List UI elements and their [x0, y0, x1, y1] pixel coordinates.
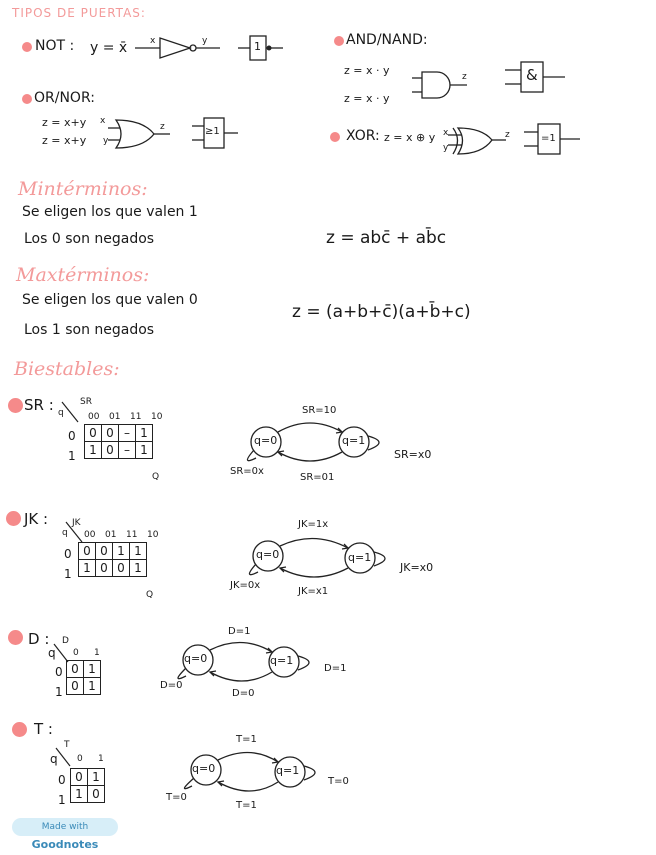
kmap-row-header: 0	[58, 773, 66, 787]
d-loop-0: D=0	[160, 680, 183, 691]
not-ieee-symbol	[238, 34, 288, 64]
and-formula-1: z = x · y	[344, 64, 390, 77]
d-kmap-row-headers	[55, 662, 63, 702]
d-transition-10: D=0	[232, 688, 255, 699]
kmap-col-header: 11	[130, 412, 142, 422]
or-output-label: z	[160, 122, 165, 132]
sr-kmap-row-headers	[68, 426, 76, 466]
not-label: NOT :	[35, 38, 75, 54]
and-ieee-text: &	[526, 66, 538, 84]
d-label: D :	[28, 630, 50, 648]
or-formula-1: z = x+y	[42, 116, 87, 129]
t-kmap	[70, 768, 105, 803]
sr-kmap	[84, 424, 153, 459]
t-kmap-column-headers	[77, 754, 119, 764]
bullet-dot	[330, 132, 340, 142]
jk-label: JK :	[24, 510, 49, 528]
jk-kmap	[78, 542, 147, 577]
not-output-label: y	[202, 36, 208, 46]
and-formula-2: z = x · y	[344, 92, 390, 105]
d-loop-1: D=1	[324, 663, 347, 674]
kmap-cell: 0	[67, 661, 84, 678]
xor-input-y: y	[443, 143, 449, 153]
kmap-cell: 1	[113, 543, 130, 560]
t-state-0: q=0	[192, 762, 216, 775]
d-kmap	[66, 660, 101, 695]
kmap-cell: 0	[96, 543, 113, 560]
kmap-cell: 0	[113, 560, 130, 577]
kmap-cell: 1	[88, 769, 105, 786]
kmap-col-header: 00	[84, 530, 96, 540]
t-kmap-row-headers	[58, 770, 66, 810]
minterms-line-1: Se eligen los que valen 1	[22, 204, 198, 220]
table-row	[85, 442, 153, 459]
goodnotes-badge[interactable]	[12, 818, 118, 851]
xor-label: XOR:	[346, 128, 380, 144]
jk-state-1: q=1	[348, 551, 372, 564]
d-kmap-corner-left: q	[48, 646, 56, 660]
kmap-cell: 0	[67, 678, 84, 695]
jk-transition-01: JK=1x	[298, 519, 329, 530]
d-kmap-corner-top: D	[62, 636, 69, 646]
kmap-cell: 0	[96, 560, 113, 577]
t-loop-0: T=0	[166, 792, 187, 803]
kmap-col-header: 01	[105, 530, 117, 540]
and-output-label: z	[462, 72, 467, 82]
kmap-cell: –	[119, 442, 136, 459]
t-transition-01: T=1	[236, 734, 257, 745]
kmap-col-header: 10	[151, 412, 163, 422]
d-transition-01: D=1	[228, 626, 251, 637]
xor-ieee-text: =1	[541, 133, 556, 144]
kmap-cell: 0	[79, 543, 96, 560]
bullet-dot	[8, 630, 23, 645]
and-label: AND/NAND:	[346, 32, 428, 48]
table-row	[79, 543, 147, 560]
jk-kmap-corner-left: q	[62, 528, 68, 538]
kmap-cell: 1	[136, 425, 153, 442]
maxterms-line-1: Se eligen los que valen 0	[22, 292, 198, 308]
kmap-col-header: 01	[109, 412, 121, 422]
t-label: T :	[34, 720, 53, 738]
t-loop-1: T=0	[328, 776, 349, 787]
maxterms-line-2: Los 1 son negados	[24, 322, 155, 338]
kmap-col-header: 1	[98, 754, 104, 764]
sr-loop-0: SR=0x	[230, 466, 264, 477]
kmap-row-header: 1	[68, 449, 76, 463]
flipflops-title: Biestables:	[14, 358, 120, 380]
kmap-col-header: 10	[147, 530, 159, 540]
kmap-col-header: 1	[94, 648, 100, 658]
or-input-y: y	[103, 136, 109, 146]
kmap-col-header: 0	[73, 648, 79, 658]
minterms-line-2: Los 0 son negados	[24, 231, 155, 247]
made-with-text: Made with	[41, 822, 89, 832]
or-label: OR/NOR:	[34, 90, 95, 106]
table-row	[79, 560, 147, 577]
goodnotes-brand: Goodnotes	[31, 838, 99, 851]
page-title: TIPOS DE PUERTAS:	[12, 6, 146, 20]
kmap-cell: 0	[102, 442, 119, 459]
or-input-x: x	[100, 116, 106, 126]
kmap-cell: 1	[84, 661, 101, 678]
or-formula-2: z = x+y	[42, 134, 87, 147]
t-transition-10: T=1	[236, 800, 257, 811]
sr-kmap-q-label: Q	[152, 472, 160, 482]
minterms-title: Mintérminos:	[18, 178, 148, 200]
maxterms-title: Maxtérminos:	[16, 264, 150, 286]
jk-loop-1: JK=x0	[400, 561, 434, 574]
maxterms-expression: z = (a+b+c̄)(a+b̄+c)	[292, 302, 471, 322]
kmap-cell: 1	[130, 560, 147, 577]
sr-loop-1: SR=x0	[394, 448, 432, 461]
sr-label: SR :	[24, 396, 54, 414]
t-kmap-corner-left: q	[50, 752, 58, 766]
not-ieee-text: 1	[254, 40, 261, 53]
kmap-cell: 0	[71, 769, 88, 786]
kmap-row-header: 1	[58, 793, 66, 807]
t-state-1: q=1	[276, 764, 300, 777]
kmap-cell: 1	[84, 678, 101, 695]
kmap-row-header: 0	[55, 665, 63, 679]
jk-transition-10: JK=x1	[298, 586, 329, 597]
sr-transition-01: SR=10	[302, 405, 337, 416]
sr-kmap-column-headers	[88, 412, 172, 422]
kmap-col-header: 11	[126, 530, 138, 540]
jk-loop-0: JK=0x	[230, 580, 261, 591]
or-gate-symbol	[108, 118, 178, 150]
kmap-cell: 0	[102, 425, 119, 442]
d-state-0: q=0	[184, 652, 208, 665]
not-gate-symbol	[135, 34, 225, 64]
kmap-row-header: 1	[55, 685, 63, 699]
kmap-cell: 0	[88, 786, 105, 803]
kmap-row-header: 0	[68, 429, 76, 443]
kmap-cell: –	[119, 425, 136, 442]
jk-kmap-q-label: Q	[146, 590, 154, 600]
sr-state-1: q=1	[342, 434, 366, 447]
bullet-dot	[6, 511, 21, 526]
kmap-cell: 1	[71, 786, 88, 803]
bullet-dot	[12, 722, 27, 737]
bullet-dot	[8, 398, 23, 413]
bullet-dot	[22, 94, 32, 104]
bullet-dot	[22, 42, 32, 52]
xor-input-x: x	[443, 128, 449, 138]
kmap-row-header: 0	[64, 547, 72, 561]
sr-kmap-corner-left: q	[58, 408, 64, 418]
table-row	[85, 425, 153, 442]
kmap-col-header: 00	[88, 412, 100, 422]
jk-kmap-column-headers	[84, 530, 168, 540]
bullet-dot	[334, 36, 344, 46]
jk-state-0: q=0	[256, 548, 280, 561]
table-row	[67, 678, 101, 695]
kmap-row-header: 1	[64, 567, 72, 581]
table-row	[67, 661, 101, 678]
sr-transition-10: SR=01	[300, 472, 335, 483]
xor-formula: z = x ⊕ y	[384, 131, 436, 144]
d-kmap-column-headers	[73, 648, 115, 658]
sr-kmap-corner-top: SR	[80, 397, 92, 407]
kmap-cell: 1	[130, 543, 147, 560]
jk-kmap-row-headers	[64, 544, 72, 584]
kmap-cell: 1	[79, 560, 96, 577]
minterms-expression: z = abc̄ + ab̄c	[326, 228, 447, 248]
t-kmap-corner-top: T	[64, 740, 70, 750]
table-row	[71, 769, 105, 786]
d-state-1: q=1	[270, 654, 294, 667]
not-formula: y = x̄	[90, 40, 128, 56]
or-ieee-text: ≥1	[205, 126, 220, 137]
kmap-cell: 0	[85, 425, 102, 442]
kmap-col-header: 0	[77, 754, 83, 764]
sr-state-0: q=0	[254, 434, 278, 447]
table-row	[71, 786, 105, 803]
xor-output-label: z	[505, 130, 510, 140]
jk-kmap-corner-top: JK	[72, 518, 81, 528]
not-input-label: x	[150, 36, 156, 46]
kmap-cell: 1	[136, 442, 153, 459]
kmap-cell: 1	[85, 442, 102, 459]
